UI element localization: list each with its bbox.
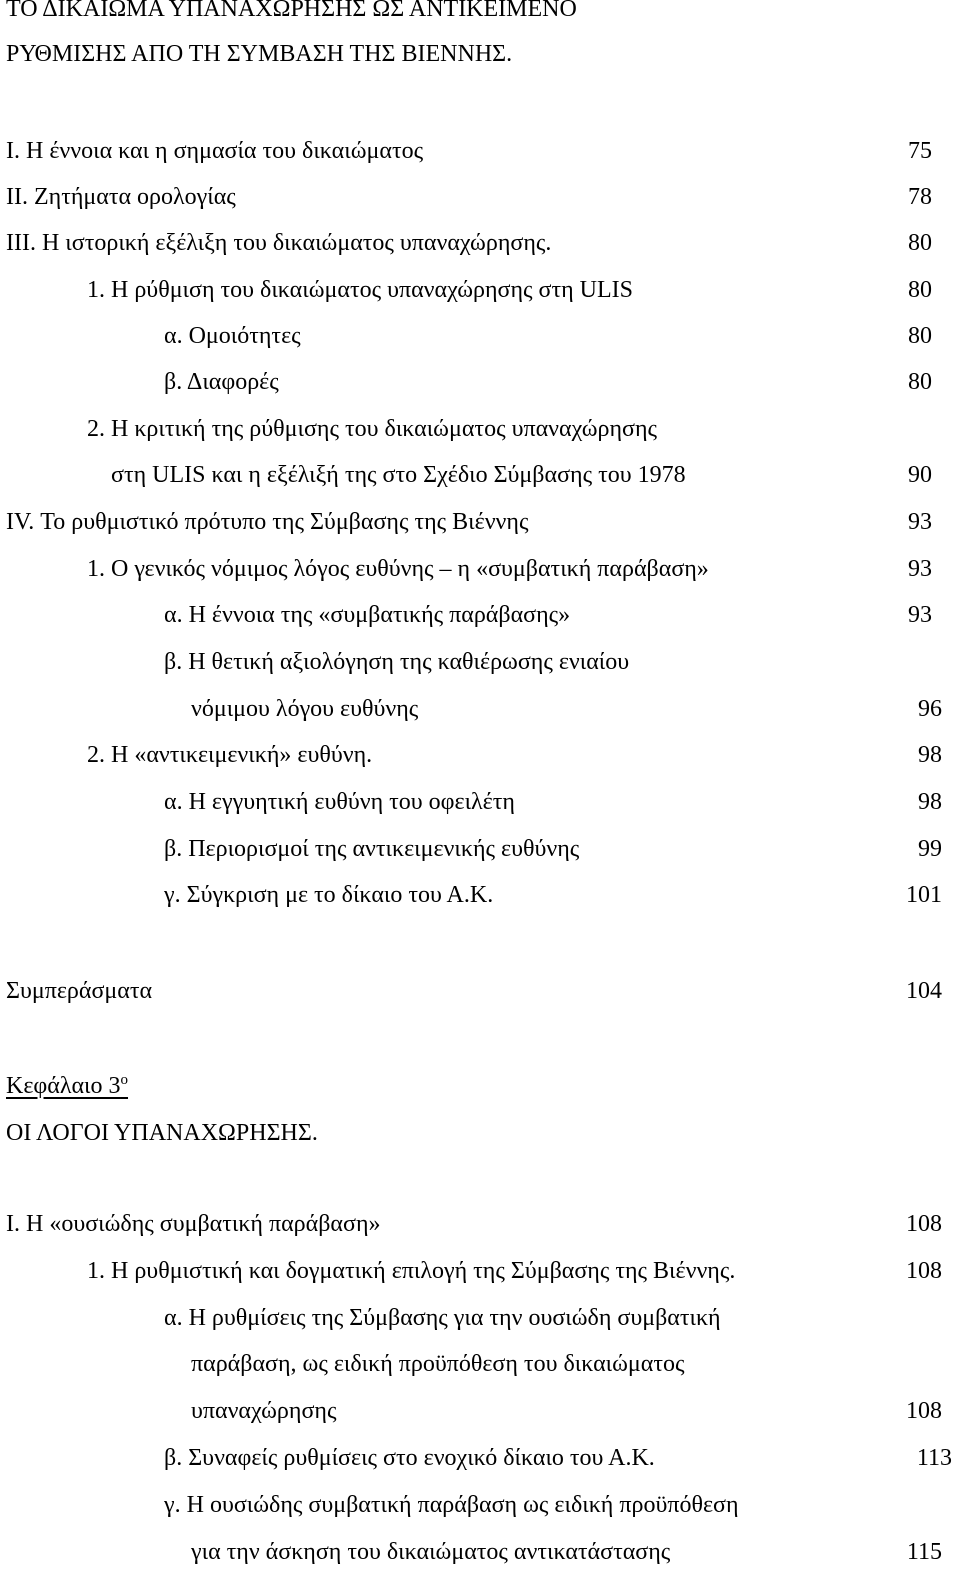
conclusions-page-number: 104 xyxy=(906,978,942,1004)
toc-entry: α. Η εγγυητική ευθύνη του οφειλέτη xyxy=(164,789,515,815)
toc-entry: υπαναχώρησης xyxy=(191,1398,337,1424)
toc-entry: γ. Η ουσιώδης συμβατική παράβαση ως ειδική προϋπόθεση xyxy=(164,1492,739,1518)
toc-entry: III. Η ιστορική εξέλιξη του δικαιώματος υπαναχώρησης. xyxy=(6,230,552,256)
toc-entry: για την άσκηση του δικαιώματος αντικατάστασης xyxy=(191,1539,671,1565)
document-title-line-1: ΤΟ ΔΙΚΑΙΩΜΑ ΥΠΑΝΑΧΩΡΗΣΗΣ ΩΣ ΑΝΤΙΚΕΙΜΕΝΟ xyxy=(6,0,577,22)
toc-entry: β. Η θετική αξιολόγηση της καθιέρωσης ενιαίου xyxy=(164,649,630,675)
toc-entry: γ. Σύγκριση με το δίκαιο του Α.Κ. xyxy=(164,882,494,908)
toc-page-number: 80 xyxy=(908,277,932,303)
toc-entry: 2. Η κριτική της ρύθμισης του δικαιώματος υπαναχώρησης xyxy=(87,416,658,442)
toc-entry: I. Η έννοια και η σημασία του δικαιώματος xyxy=(6,138,424,164)
toc-entry: στη ULIS και η εξέλιξή της στο Σχέδιο Σύμβασης του 1978 xyxy=(111,462,686,488)
toc-page-number: 93 xyxy=(908,509,932,535)
toc-page-number: 80 xyxy=(908,230,932,256)
toc-entry: α. Η έννοια της «συμβατικής παράβασης» xyxy=(164,602,571,628)
toc-entry: 1. Ο γενικός νόμιμος λόγος ευθύνης – η «συμβατική παράβαση» xyxy=(87,556,709,582)
toc-entry: β. Διαφορές xyxy=(164,369,279,395)
toc-page-number: 96 xyxy=(918,696,942,722)
toc-page-number: 98 xyxy=(918,742,942,768)
toc-page-number: 78 xyxy=(908,184,932,210)
chapter-title: ΟΙ ΛΟΓΟΙ ΥΠΑΝΑΧΩΡΗΣΗΣ. xyxy=(6,1120,318,1146)
toc-entry: α. Η ρυθμίσεις της Σύμβασης για την ουσιώδη συμβατική xyxy=(164,1305,721,1331)
toc-entry: παράβαση, ως ειδική προϋπόθεση του δικαιώματος xyxy=(191,1351,685,1377)
toc-entry: νόμιμου λόγου ευθύνης xyxy=(191,696,419,722)
toc-page-number: 80 xyxy=(908,369,932,395)
toc-page-number: 115 xyxy=(906,1539,942,1565)
toc-entry: I. Η «ουσιώδης συμβατική παράβαση» xyxy=(6,1211,381,1237)
toc-page-number: 99 xyxy=(918,836,942,862)
toc-page-number: 75 xyxy=(908,138,932,164)
toc-entry: 1. Η ρύθμιση του δικαιώματος υπαναχώρησης στη ULIS xyxy=(87,277,633,303)
toc-page-number: 93 xyxy=(908,602,932,628)
toc-page-number: 98 xyxy=(918,789,942,815)
toc-entry: II. Ζητήματα ορολογίας xyxy=(6,184,236,210)
toc-page-number: 113 xyxy=(916,1445,952,1471)
toc-page-number: 108 xyxy=(906,1258,942,1284)
toc-page-number: 108 xyxy=(906,1398,942,1424)
toc-page-number: 93 xyxy=(908,556,932,582)
toc-page-number: 80 xyxy=(908,323,932,349)
toc-entry: IV. Το ρυθμιστικό πρότυπο της Σύμβασης της Βιέννης xyxy=(6,509,529,535)
toc-entry: α. Ομοιότητες xyxy=(164,323,301,349)
conclusions-entry: Συμπεράσματα xyxy=(6,978,153,1004)
document-title-line-2: ΡΥΘΜΙΣΗΣ ΑΠΟ ΤΗ ΣΥΜΒΑΣΗ ΤΗΣ ΒΙΕΝΝΗΣ. xyxy=(6,41,513,67)
chapter-label xyxy=(6,1074,128,1098)
toc-entry: β. Συναφείς ρυθμίσεις στο ενοχικό δίκαιο του Α.Κ. xyxy=(164,1445,655,1471)
chapter-label-superscript: ο xyxy=(120,1072,129,1088)
chapter-label-text: Κεφάλαιο 3 xyxy=(6,1073,121,1099)
toc-page-number: 108 xyxy=(906,1211,942,1237)
toc-entry: 2. Η «αντικειμενική» ευθύνη. xyxy=(87,742,373,768)
toc-page-number: 90 xyxy=(908,462,932,488)
toc-page-number: 101 xyxy=(906,882,942,908)
toc-entry: 1. Η ρυθμιστική και δογματική επιλογή της Σύμβασης της Βιέννης. xyxy=(87,1258,736,1284)
toc-entry: β. Περιορισμοί της αντικειμενικής ευθύνης xyxy=(164,836,580,862)
